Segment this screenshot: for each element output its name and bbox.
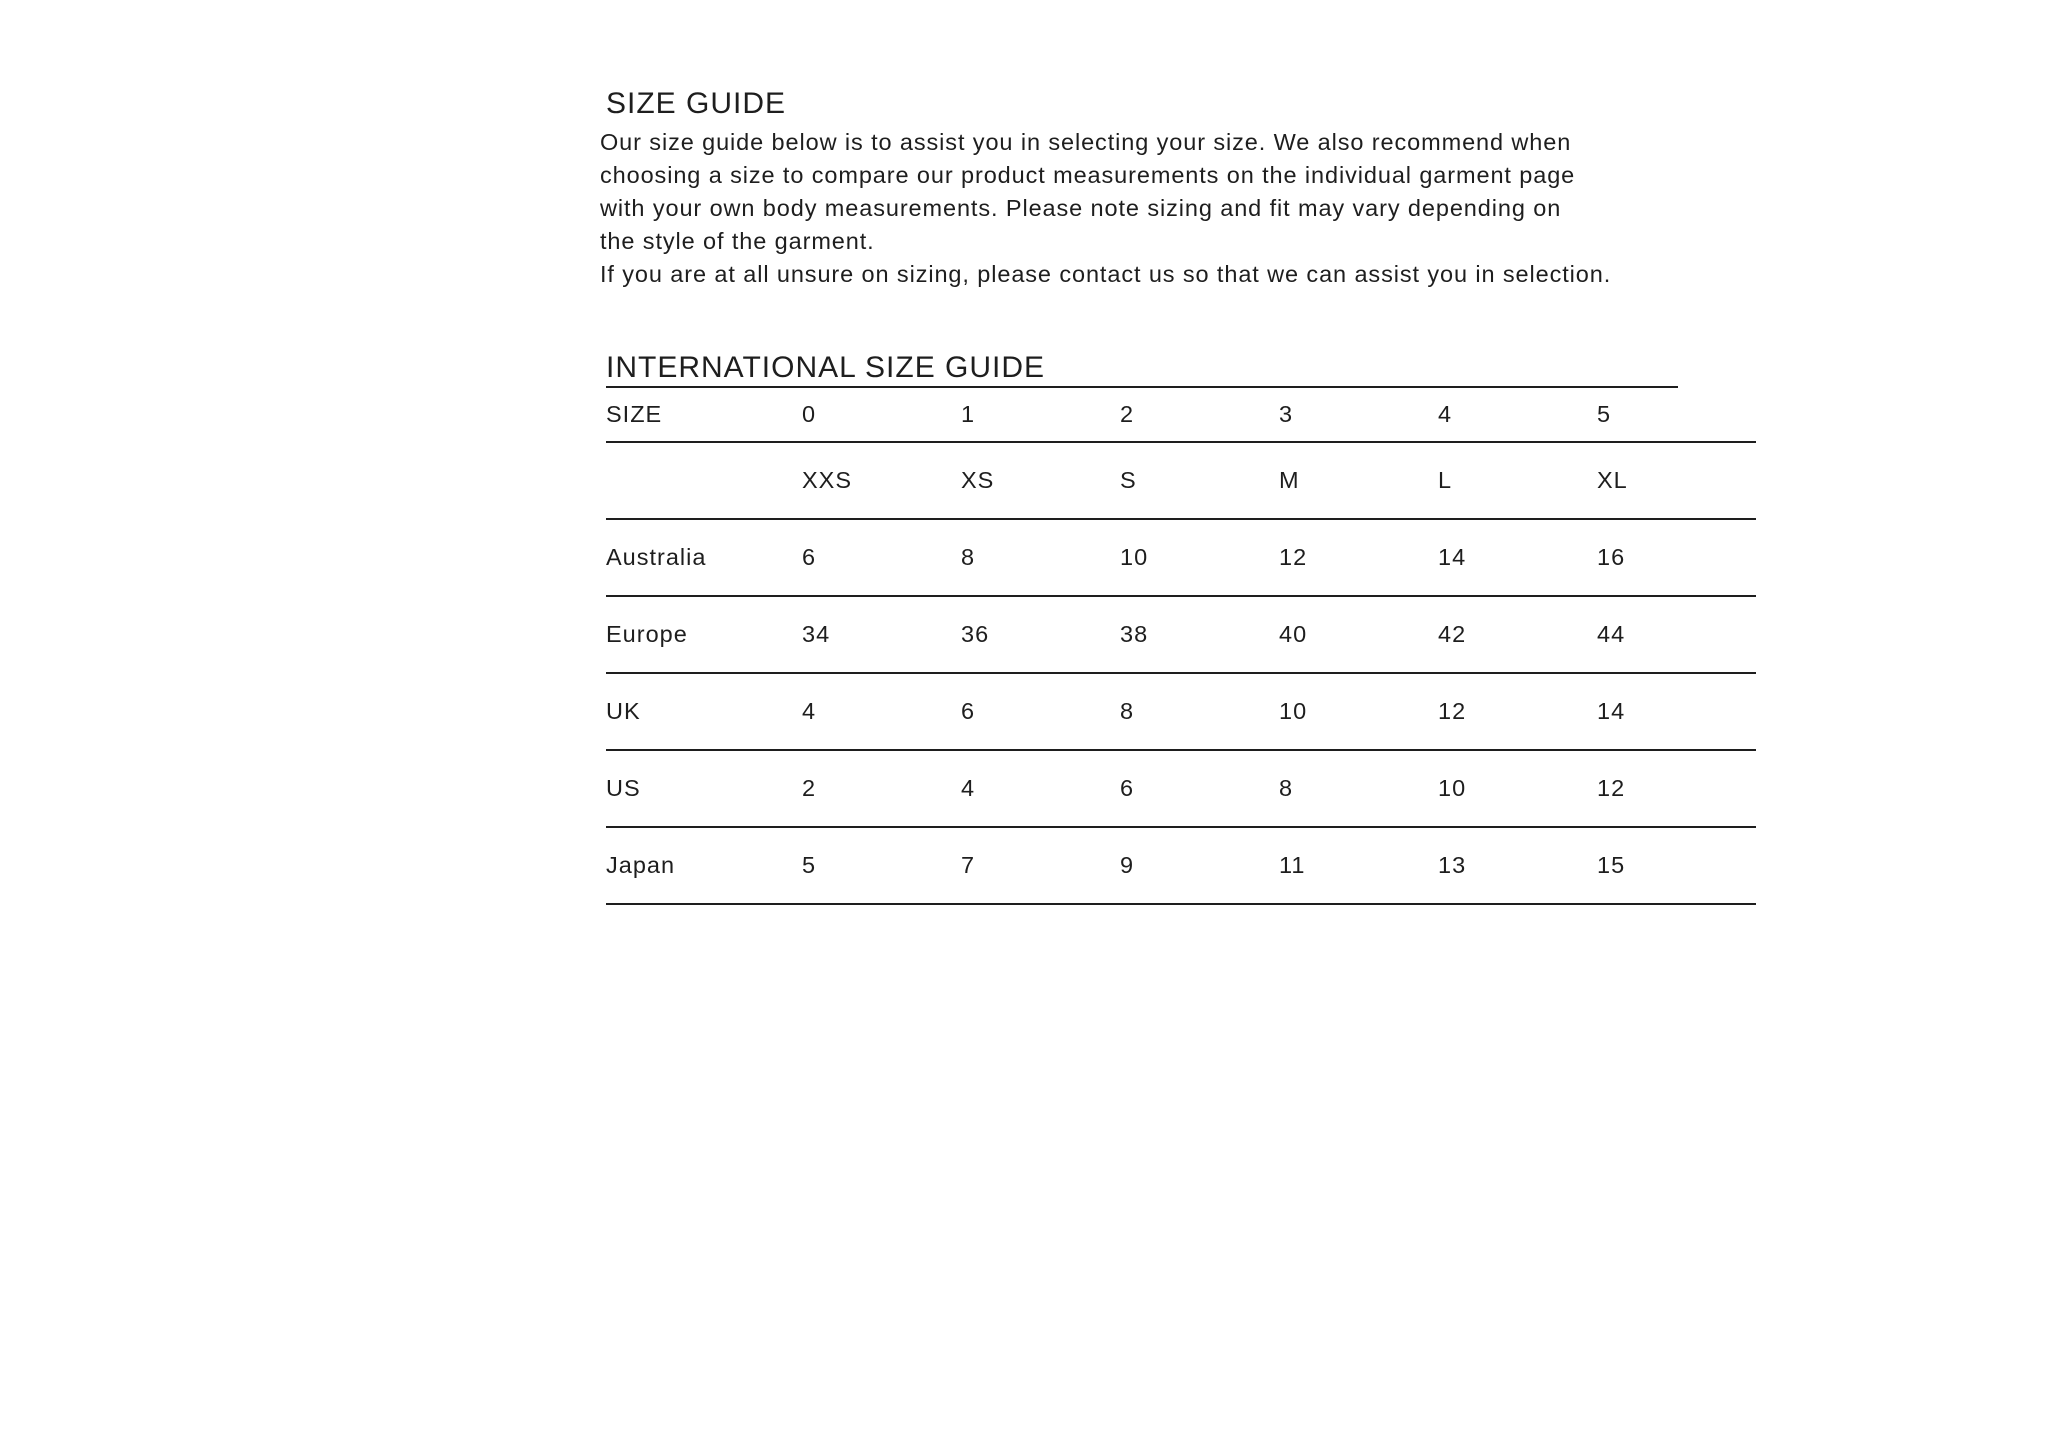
table-cell: 40 <box>1279 596 1438 673</box>
table-cell: XS <box>961 442 1120 519</box>
table-cell: 8 <box>1279 750 1438 827</box>
table-cell: 13 <box>1438 827 1597 904</box>
table-cell: 12 <box>1279 519 1438 596</box>
table-cell: 4 <box>961 750 1120 827</box>
size-table <box>606 388 1756 905</box>
table-row <box>606 442 1756 519</box>
table-cell: 10 <box>1120 519 1279 596</box>
size-guide-intro <box>600 126 1700 291</box>
table-header-cell: 2 <box>1120 388 1279 442</box>
table-cell: 6 <box>1120 750 1279 827</box>
table-cell: 14 <box>1438 519 1597 596</box>
table-cell: 36 <box>961 596 1120 673</box>
table-cell: 15 <box>1597 827 1756 904</box>
table-header-cell: 0 <box>802 388 961 442</box>
table-cell: 8 <box>961 519 1120 596</box>
table-cell: US <box>606 750 802 827</box>
table-cell: 10 <box>1438 750 1597 827</box>
table-header-cell: SIZE <box>606 388 802 442</box>
table-cell: 11 <box>1279 827 1438 904</box>
table-cell: 6 <box>802 519 961 596</box>
table-header-cell: 1 <box>961 388 1120 442</box>
table-row <box>606 827 1756 904</box>
table-cell: 12 <box>1438 673 1597 750</box>
table-row <box>606 519 1756 596</box>
international-size-guide-title: INTERNATIONAL SIZE GUIDE <box>606 350 1678 388</box>
intro-line: with your own body measurements. Please note sizing and fit may vary depending on <box>600 195 1562 221</box>
table-header-cell: 3 <box>1279 388 1438 442</box>
size-guide-title: SIZE GUIDE <box>606 87 787 120</box>
table-cell: S <box>1120 442 1279 519</box>
table-cell: Australia <box>606 519 802 596</box>
table-cell: 4 <box>802 673 961 750</box>
table-cell: 5 <box>802 827 961 904</box>
table-cell <box>606 442 802 519</box>
table-cell: 12 <box>1597 750 1756 827</box>
table-header-cell: 5 <box>1597 388 1756 442</box>
table-cell: UK <box>606 673 802 750</box>
intro-line: choosing a size to compare our product measurements on the individual garment page <box>600 162 1576 188</box>
table-row <box>606 750 1756 827</box>
table-cell: 10 <box>1279 673 1438 750</box>
table-cell: 38 <box>1120 596 1279 673</box>
table-header-cell: 4 <box>1438 388 1597 442</box>
table-header-row <box>606 388 1756 442</box>
table-row <box>606 673 1756 750</box>
intro-line: If you are at all unsure on sizing, please contact us so that we can assist you in selection. <box>600 261 1612 287</box>
table-row <box>606 596 1756 673</box>
table-cell: Japan <box>606 827 802 904</box>
table-cell: M <box>1279 442 1438 519</box>
table-cell: 14 <box>1597 673 1756 750</box>
table-cell: 8 <box>1120 673 1279 750</box>
table-cell: 9 <box>1120 827 1279 904</box>
table-cell: Europe <box>606 596 802 673</box>
table-cell: 16 <box>1597 519 1756 596</box>
table-cell: 6 <box>961 673 1120 750</box>
table-cell: 42 <box>1438 596 1597 673</box>
intro-line: Our size guide below is to assist you in selecting your size. We also recommend when <box>600 129 1572 155</box>
table-cell: XXS <box>802 442 961 519</box>
table-cell: XL <box>1597 442 1756 519</box>
table-cell: 44 <box>1597 596 1756 673</box>
table-cell: 2 <box>802 750 961 827</box>
intro-line: the style of the garment. <box>600 228 875 254</box>
table-cell: L <box>1438 442 1597 519</box>
international-size-guide <box>606 350 1678 905</box>
table-cell: 7 <box>961 827 1120 904</box>
table-cell: 34 <box>802 596 961 673</box>
